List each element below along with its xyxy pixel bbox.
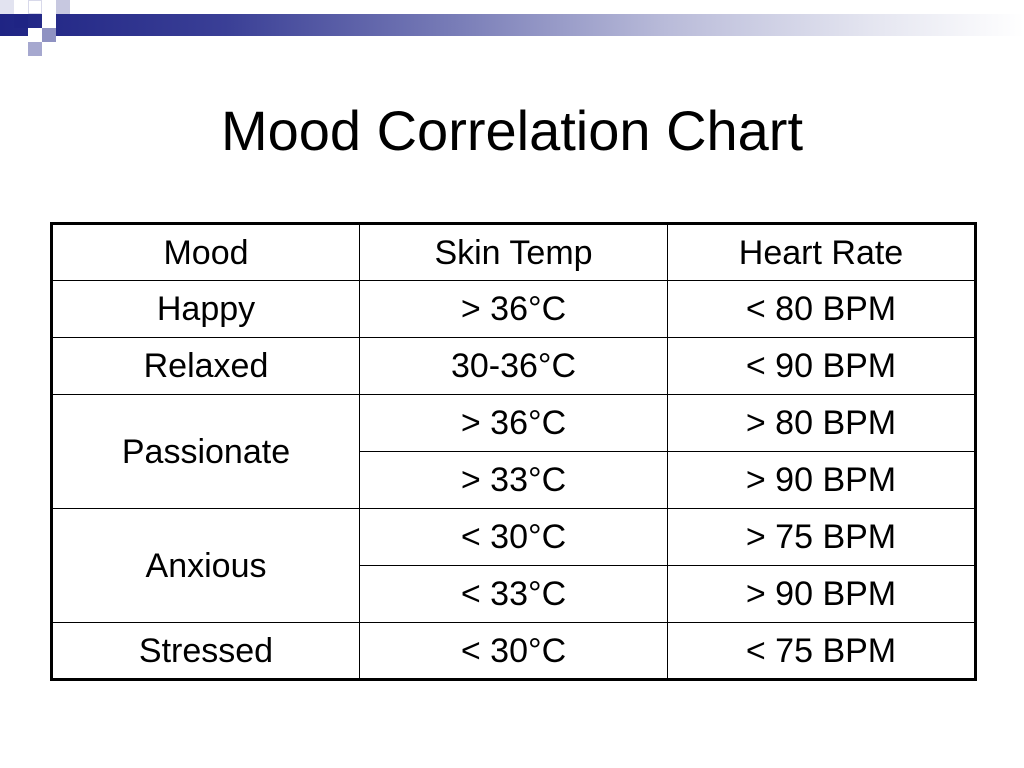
skin-temp-cell: < 30°C xyxy=(360,623,668,680)
skin-temp-cell: > 36°C xyxy=(360,395,668,452)
mood-cell: Relaxed xyxy=(52,338,360,395)
heart-rate-cell: > 90 BPM xyxy=(668,452,976,509)
header-gradient-bar xyxy=(0,14,1024,36)
skin-temp-cell: > 33°C xyxy=(360,452,668,509)
heart-rate-cell: < 90 BPM xyxy=(668,338,976,395)
mood-correlation-table xyxy=(50,222,977,681)
heart-rate-cell: > 80 BPM xyxy=(668,395,976,452)
heart-rate-cell: > 75 BPM xyxy=(668,509,976,566)
mood-cell: Stressed xyxy=(52,623,360,680)
mood-cell: Passionate xyxy=(52,395,360,509)
decorative-square xyxy=(56,0,70,14)
decorative-square xyxy=(28,28,42,42)
decorative-square xyxy=(14,14,28,28)
skin-temp-cell: < 30°C xyxy=(360,509,668,566)
table-header-row xyxy=(52,224,976,281)
column-header-heart-rate: Heart Rate xyxy=(668,224,976,281)
table-row xyxy=(52,509,976,566)
skin-temp-cell: > 36°C xyxy=(360,281,668,338)
heart-rate-cell: < 80 BPM xyxy=(668,281,976,338)
mood-cell: Anxious xyxy=(52,509,360,623)
column-header-skin-temp: Skin Temp xyxy=(360,224,668,281)
table-row xyxy=(52,623,976,680)
column-header-mood: Mood xyxy=(52,224,360,281)
decorative-square xyxy=(0,0,14,14)
decorative-square xyxy=(42,14,56,28)
table-row xyxy=(52,281,976,338)
heart-rate-cell: < 75 BPM xyxy=(668,623,976,680)
heart-rate-cell: > 90 BPM xyxy=(668,566,976,623)
skin-temp-cell: 30-36°C xyxy=(360,338,668,395)
slide-title: Mood Correlation Chart xyxy=(220,99,804,162)
mood-cell: Happy xyxy=(52,281,360,338)
decorative-square xyxy=(42,28,56,42)
decorative-square xyxy=(28,0,42,14)
decorative-square xyxy=(28,42,42,56)
table-row xyxy=(52,338,976,395)
skin-temp-cell: < 33°C xyxy=(360,566,668,623)
table-row xyxy=(52,395,976,452)
